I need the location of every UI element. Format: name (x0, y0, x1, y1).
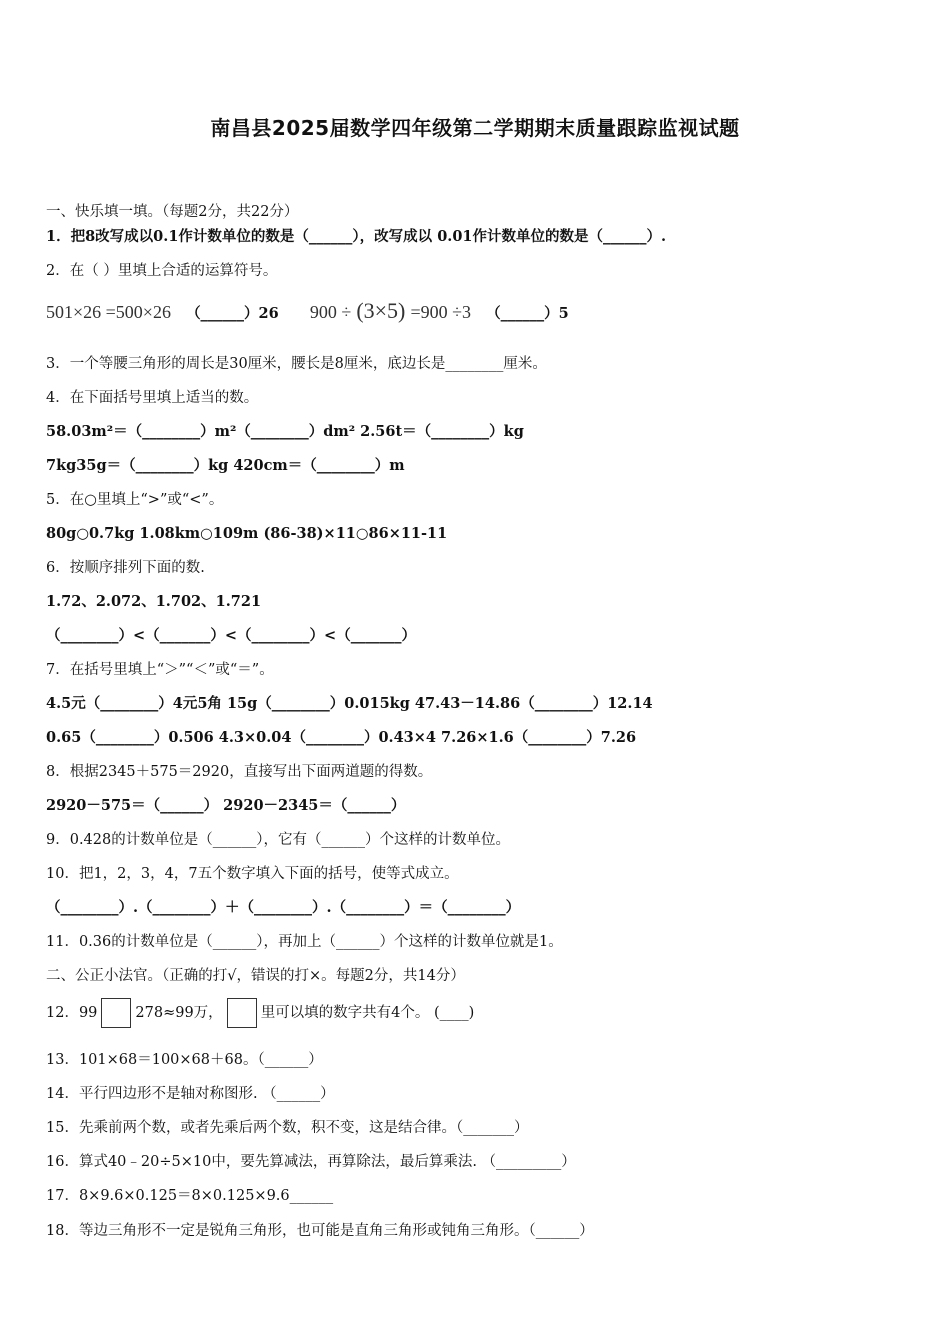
question-6: 6．按顺序排列下面的数. (46, 560, 205, 576)
question-6-blanks: （________）<（_______）<（________）<（_______） (46, 627, 416, 644)
question-10-line: （________）.（________）＋（________）.（________）＝（________） (46, 899, 521, 916)
expression-1-blank: （______）26 (186, 305, 279, 322)
question-7-line-1: 4.5元（________）4元5角 15g（________）0.015kg 47.43－14.86（________）12.14 (46, 695, 653, 712)
question-8-line: 2920－575＝（______） 2920－2345＝（______） (46, 797, 406, 814)
question-12-middle: 278≈99万， (135, 1005, 223, 1021)
question-6-numbers: 1.72、2.072、1.702、1.721 (46, 593, 262, 610)
question-1: 1．把8改写成以0.1作计数单位的数是（______），改写成以 0.01作计数单位的数是（______）. (46, 228, 667, 245)
expression-2-part-a: 900 ÷ (309, 302, 352, 322)
question-12-suffix: 里可以填的数字共有4个。 (____) (260, 1005, 475, 1021)
question-7: 7．在括号里填上“＞”“＜”或“＝”。 (46, 662, 274, 678)
question-5: 5．在○里填上“>”或“<”。 (46, 492, 224, 508)
section-heading-2: 二、公正小法官。（正确的打√，错误的打×。每题2分，共14分） (46, 968, 465, 984)
question-4-line-1: 58.03m²＝（________）m²（________）dm² 2.56t＝（________）kg (46, 423, 524, 440)
question-4: 4．在下面括号里填上适当的数。 (46, 390, 259, 406)
question-9: 9．0.428的计数单位是（______），它有（______）个这样的计数单位。 (46, 832, 510, 848)
expression-2-blank: （______）5 (486, 305, 569, 322)
question-4-line-2: 7kg35g＝（________）kg 420cm＝（________）m (46, 457, 405, 474)
page-title: 南昌县2025届数学四年级第二学期期末质量跟踪监视试题 (210, 116, 740, 140)
expression-2-part-b: =900 ÷3 (410, 302, 472, 322)
question-13: 13．101×68＝100×68＋68。（______） (46, 1052, 323, 1068)
section-heading-1: 一、快乐填一填。（每题2分，共22分） (46, 204, 299, 220)
question-14: 14．平行四边形不是轴对称图形. （______） (46, 1086, 335, 1102)
question-10: 10．把1，2，3，4，7五个数字填入下面的括号，使等式成立。 (46, 866, 459, 882)
expression-2-paren: (3×5) (356, 298, 406, 323)
question-8: 8．根据2345＋575＝2920，直接写出下面两道题的得数。 (46, 764, 433, 780)
question-18: 18．等边三角形不一定是锐角三角形，也可能是直角三角形或钝角三角形。（______） (46, 1223, 594, 1239)
question-2-expressions (46, 298, 569, 328)
digit-box-reference (227, 998, 257, 1028)
question-7-line-2: 0.65（________）0.506 4.3×0.04（________）0.43×4 7.26×1.6（________）7.26 (46, 729, 637, 746)
question-3: 3．一个等腰三角形的周长是30厘米，腰长是8厘米，底边长是________厘米。 (46, 356, 547, 372)
digit-box (101, 998, 131, 1028)
question-5-line: 80g○0.7kg 1.08km○109m (86-38)×11○86×11-11 (46, 525, 448, 542)
expression-1: 501×26 =500×26 (46, 302, 171, 322)
question-11: 11．0.36的计数单位是（______），再加上（______）个这样的计数单位就是1。 (46, 934, 563, 950)
question-12 (46, 996, 474, 1030)
question-15: 15．先乘前两个数，或者先乘后两个数，积不变，这是结合律。（_______） (46, 1120, 529, 1136)
question-17: 17．8×9.6×0.125＝8×0.125×9.6______ (46, 1188, 334, 1204)
question-2: 2．在（ ）里填上合适的运算符号。 (46, 263, 278, 279)
question-12-prefix: 12．99 (46, 1005, 98, 1021)
question-16: 16．算式40﹣20÷5×10中，要先算减法，再算除法，最后算乘法. （_________） (46, 1154, 576, 1170)
